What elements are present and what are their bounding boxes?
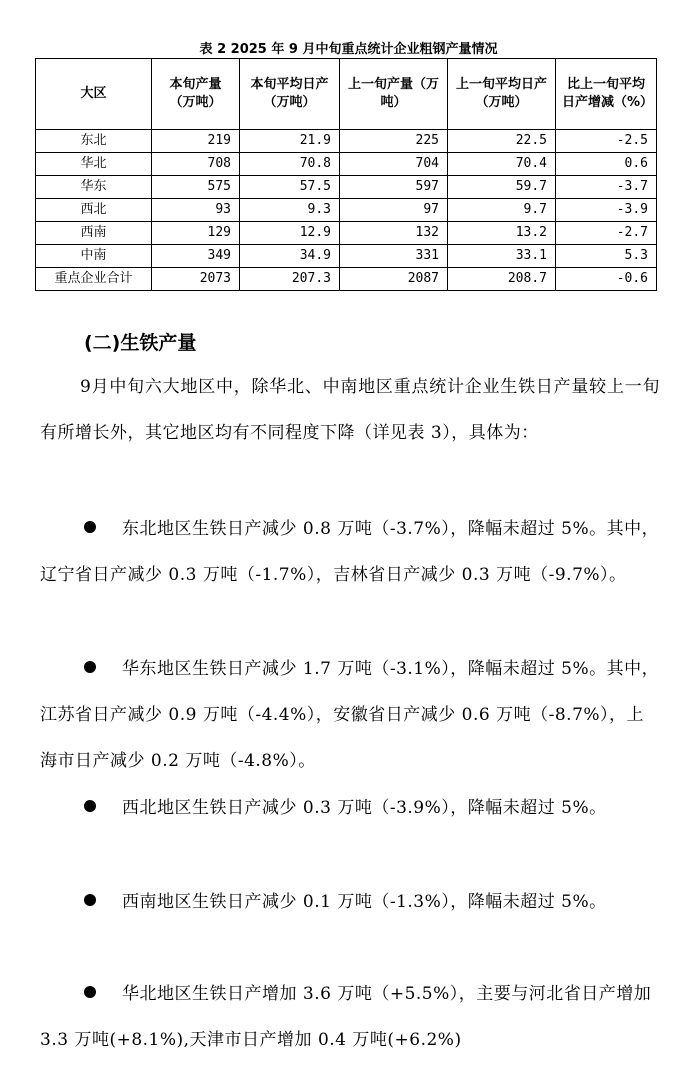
cell-daily-change: 5.3 [556, 245, 657, 268]
table-row [36, 176, 657, 199]
cell-daily-change: -0.6 [556, 268, 657, 291]
bullet-dot-icon [84, 661, 96, 673]
cell-previous-daily: 70.4 [448, 153, 556, 176]
bullet-dot-icon [84, 800, 96, 812]
cell-region: 中南 [36, 245, 152, 268]
cell-current-daily: 12.9 [240, 222, 340, 245]
bullet-dot-icon [84, 521, 96, 533]
cell-current-daily: 9.3 [240, 199, 340, 222]
cell-previous-output: 225 [340, 130, 448, 153]
cell-previous-daily: 59.7 [448, 176, 556, 199]
cell-previous-daily: 13.2 [448, 222, 556, 245]
cell-previous-output: 331 [340, 245, 448, 268]
cell-current-output: 219 [152, 130, 240, 153]
table-row [36, 153, 657, 176]
table-row [36, 222, 657, 245]
bullet-text: 华东地区生铁日产减少 1.7 万吨（-3.1%），降幅未超过 5%。其中，江苏省日产减少 0.9 万吨（-4.4%），安徽省日产减少 0.6 万吨（-8.7%），上海市日产减少 0.2 万吨（-4.8%）。 [40, 659, 660, 771]
bullet-item [40, 506, 660, 598]
bullet-text: 华北地区生铁日产增加 3.6 万吨（+5.5%），主要与河北省日产增加 3.3 万吨(+8.1%),天津市日产增加 0.4 万吨(+6.2%) [40, 984, 652, 1050]
cell-previous-daily: 22.5 [448, 130, 556, 153]
cell-region: 西南 [36, 222, 152, 245]
bullet-text: 西南地区生铁日产减少 0.1 万吨（-1.3%），降幅未超过 5%。 [122, 892, 607, 912]
bullet-item [40, 971, 660, 1063]
table-total-row [36, 268, 657, 291]
cell-current-output: 129 [152, 222, 240, 245]
intro-paragraph: 9月中旬六大地区中，除华北、中南地区重点统计企业生铁日产量较上一旬有所增长外，其它地区均有不同程度下降（详见表 3），具体为： [40, 377, 660, 443]
cell-region: 西北 [36, 199, 152, 222]
cell-previous-daily: 33.1 [448, 245, 556, 268]
cell-current-output: 349 [152, 245, 240, 268]
col-header-daily-change: 比上一旬平均日产增减（%） [556, 59, 657, 130]
table-row [36, 130, 657, 153]
section-title: (二)生铁产量 [84, 332, 197, 354]
col-header-previous-output: 上一旬产量（万吨） [340, 59, 448, 130]
cell-previous-output: 597 [340, 176, 448, 199]
bullet-dot-icon [84, 986, 96, 998]
bullet-item [40, 646, 660, 784]
col-header-previous-daily: 上一旬平均日产（万吨） [448, 59, 556, 130]
cell-previous-output: 132 [340, 222, 448, 245]
cell-current-daily: 70.8 [240, 153, 340, 176]
table-row [36, 199, 657, 222]
cell-current-output: 708 [152, 153, 240, 176]
cell-current-output: 93 [152, 199, 240, 222]
cell-daily-change: -3.9 [556, 199, 657, 222]
bullet-item [40, 879, 660, 925]
table-header-row [36, 59, 657, 130]
cell-previous-daily: 9.7 [448, 199, 556, 222]
cell-region: 东北 [36, 130, 152, 153]
cell-region: 华北 [36, 153, 152, 176]
bullet-item [40, 785, 660, 831]
col-header-region: 大区 [36, 59, 152, 130]
cell-region: 华东 [36, 176, 152, 199]
cell-daily-change: 0.6 [556, 153, 657, 176]
cell-current-output: 2073 [152, 268, 240, 291]
cell-previous-output: 97 [340, 199, 448, 222]
cell-daily-change: -2.7 [556, 222, 657, 245]
cell-current-output: 575 [152, 176, 240, 199]
col-header-current-output: 本旬产量（万吨） [152, 59, 240, 130]
col-header-current-daily: 本旬平均日产（万吨） [240, 59, 340, 130]
bullet-text: 西北地区生铁日产减少 0.3 万吨（-3.9%），降幅未超过 5%。 [122, 798, 607, 818]
cell-current-daily: 207.3 [240, 268, 340, 291]
cell-region: 重点企业合计 [36, 268, 152, 291]
table-row [36, 245, 657, 268]
bullet-text: 东北地区生铁日产减少 0.8 万吨（-3.7%），降幅未超过 5%。其中，辽宁省日产减少 0.3 万吨（-1.7%），吉林省日产减少 0.3 万吨（-9.7%）。 [40, 519, 660, 585]
bullet-dot-icon [84, 894, 96, 906]
cell-daily-change: -3.7 [556, 176, 657, 199]
table-caption: 表 2 2025 年 9 月中旬重点统计企业粗钢产量情况 [199, 42, 498, 57]
cell-daily-change: -2.5 [556, 130, 657, 153]
cell-current-daily: 21.9 [240, 130, 340, 153]
cell-previous-output: 704 [340, 153, 448, 176]
cell-previous-daily: 208.7 [448, 268, 556, 291]
crude-steel-table [35, 58, 657, 291]
cell-current-daily: 34.9 [240, 245, 340, 268]
cell-current-daily: 57.5 [240, 176, 340, 199]
cell-previous-output: 2087 [340, 268, 448, 291]
